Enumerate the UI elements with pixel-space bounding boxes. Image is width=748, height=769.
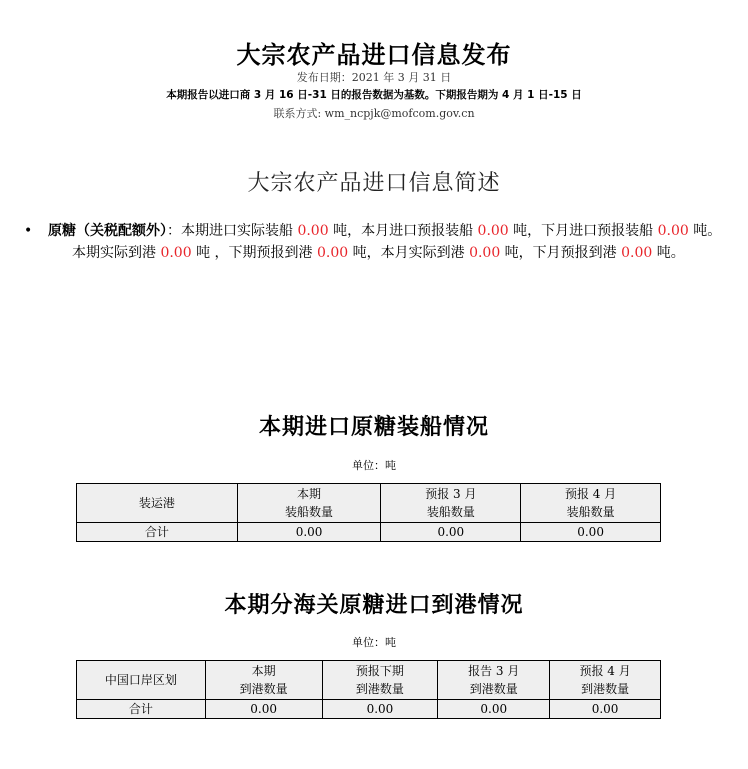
summary-item <box>24 220 736 264</box>
line1-text <box>167 223 721 239</box>
arrival-unit: 单位：吨 <box>352 636 396 649</box>
column-header: 本期 到港数量 <box>205 661 322 700</box>
summary-text: 吨。 <box>688 223 722 239</box>
shipment-table <box>76 483 661 542</box>
bullet-icon: • <box>24 223 33 239</box>
shipment-unit: 单位：吨 <box>352 459 396 472</box>
item-label: 原糖（关税配额外） <box>48 223 167 239</box>
table-cell: 0.00 <box>322 700 438 719</box>
quantity-value: 0.00 <box>160 245 192 261</box>
table-cell: 0.00 <box>521 523 661 542</box>
column-header: 报告 3 月 到港数量 <box>438 661 550 700</box>
summary-title: 大宗农产品进口信息简述 <box>247 171 501 196</box>
summary-text: 吨，本月实际到港 <box>348 245 470 261</box>
period-note: 本期报告以进口商 3 月 16 日-31 日的报告数据为基数。下期报告期为 4 月 1 日-15 日 <box>166 89 582 101</box>
table-cell: 合计 <box>77 523 238 542</box>
quantity-value: 0.00 <box>477 223 509 239</box>
page-title: 大宗农产品进口信息发布 <box>236 41 512 69</box>
quantity-value: 0.00 <box>297 223 329 239</box>
table-cell: 0.00 <box>438 700 550 719</box>
quantity-value: 0.00 <box>621 245 653 261</box>
summary-text: 吨。 <box>652 245 685 261</box>
summary-text: 吨，下月预报到港 <box>500 245 622 261</box>
summary-text: 吨，下月进口预报装船 <box>508 223 658 239</box>
column-header: 装运港 <box>77 484 238 523</box>
quantity-value: 0.00 <box>469 245 501 261</box>
shipment-title: 本期进口原糖装船情况 <box>258 415 489 440</box>
contact-info: 联系方式: wm_ncpjk@mofcom.gov.cn <box>273 107 475 120</box>
summary-text: 吨 ，下期预报到港 <box>191 245 317 261</box>
arrival-table <box>76 660 661 719</box>
table-header-row <box>77 661 661 700</box>
column-header: 预报 4 月 到港数量 <box>550 661 661 700</box>
table-row <box>77 523 661 542</box>
table-cell: 0.00 <box>381 523 521 542</box>
summary-line-2 <box>48 242 736 264</box>
column-header: 本期 装船数量 <box>237 484 381 523</box>
table-row <box>77 700 661 719</box>
table-cell: 0.00 <box>205 700 322 719</box>
publish-date: 发布日期：2021 年 3 月 31 日 <box>296 71 452 84</box>
column-header: 预报下期 到港数量 <box>322 661 438 700</box>
arrival-title: 本期分海关原糖进口到港情况 <box>224 593 524 618</box>
table-cell: 合计 <box>77 700 206 719</box>
column-header: 预报 4 月 装船数量 <box>521 484 661 523</box>
column-header: 预报 3 月 装船数量 <box>381 484 521 523</box>
summary-text: 本期实际到港 <box>72 245 161 261</box>
summary-text: 吨，本月进口预报装船 <box>328 223 478 239</box>
column-header: 中国口岸区划 <box>77 661 206 700</box>
summary-line-1 <box>48 220 736 242</box>
summary-text: ：本期进口实际装船 <box>167 223 298 239</box>
table-cell: 0.00 <box>550 700 661 719</box>
quantity-value: 0.00 <box>316 245 349 261</box>
table-cell: 0.00 <box>237 523 381 542</box>
quantity-value: 0.00 <box>657 223 689 239</box>
table-header-row <box>77 484 661 523</box>
